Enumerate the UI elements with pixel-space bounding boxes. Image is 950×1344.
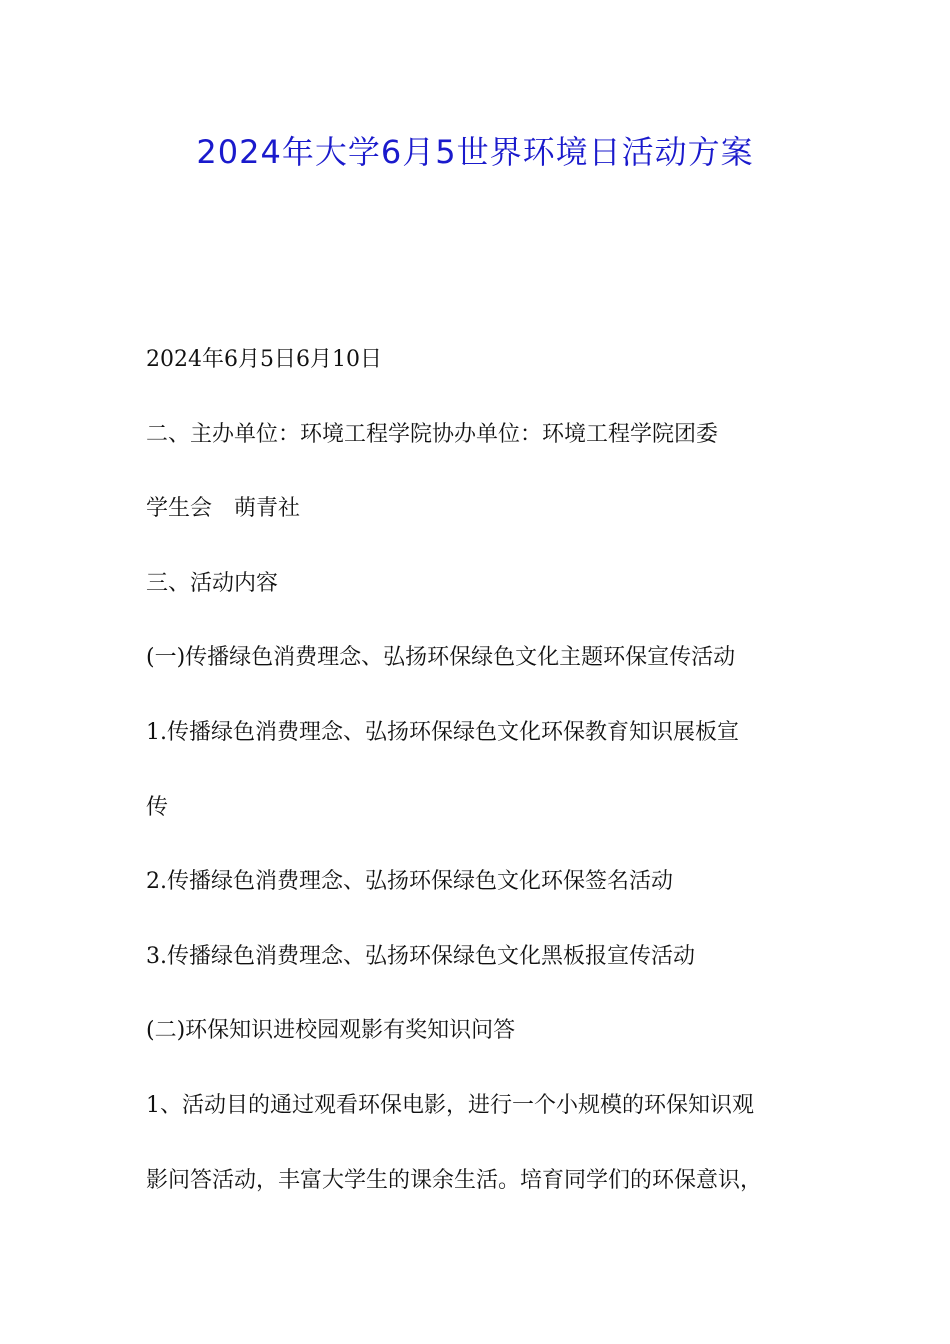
list-item-1-continued: 传 [146,794,169,820]
subsection-heading-2: (二)环保知识进校园观影有奖知识问答 [146,1018,516,1044]
organizer-line: 二、主办单位：环境工程学院协办单位：环境工程学院团委 [146,421,719,447]
subsection-heading-1: (一)传播绿色消费理念、弘扬环保绿色文化主题环保宣传活动 [146,645,736,671]
paragraph-line: 1、活动目的通过观看环保电影，进行一个小规模的环保知识观 [146,1092,754,1118]
paragraph-line: 影问答活动，丰富大学生的课余生活。培育同学们的环保意识， [146,1167,763,1193]
list-item-3: 3.传播绿色消费理念、弘扬环保绿色文化黑板报宣传活动 [146,943,695,969]
list-item-1: 1.传播绿色消费理念、弘扬环保绿色文化环保教育知识展板宣 [146,719,739,745]
document-title: 2024年大学6月5世界环境日活动方案 [196,133,754,171]
document-body [146,342,826,1237]
date-range-line: 2024年6月5日6月10日 [146,347,382,372]
organizer-line-continued: 学生会 萌青社 [146,496,301,522]
section-heading-activities: 三、活动内容 [146,570,279,596]
list-item-2: 2.传播绿色消费理念、弘扬环保绿色文化环保签名活动 [146,869,673,895]
